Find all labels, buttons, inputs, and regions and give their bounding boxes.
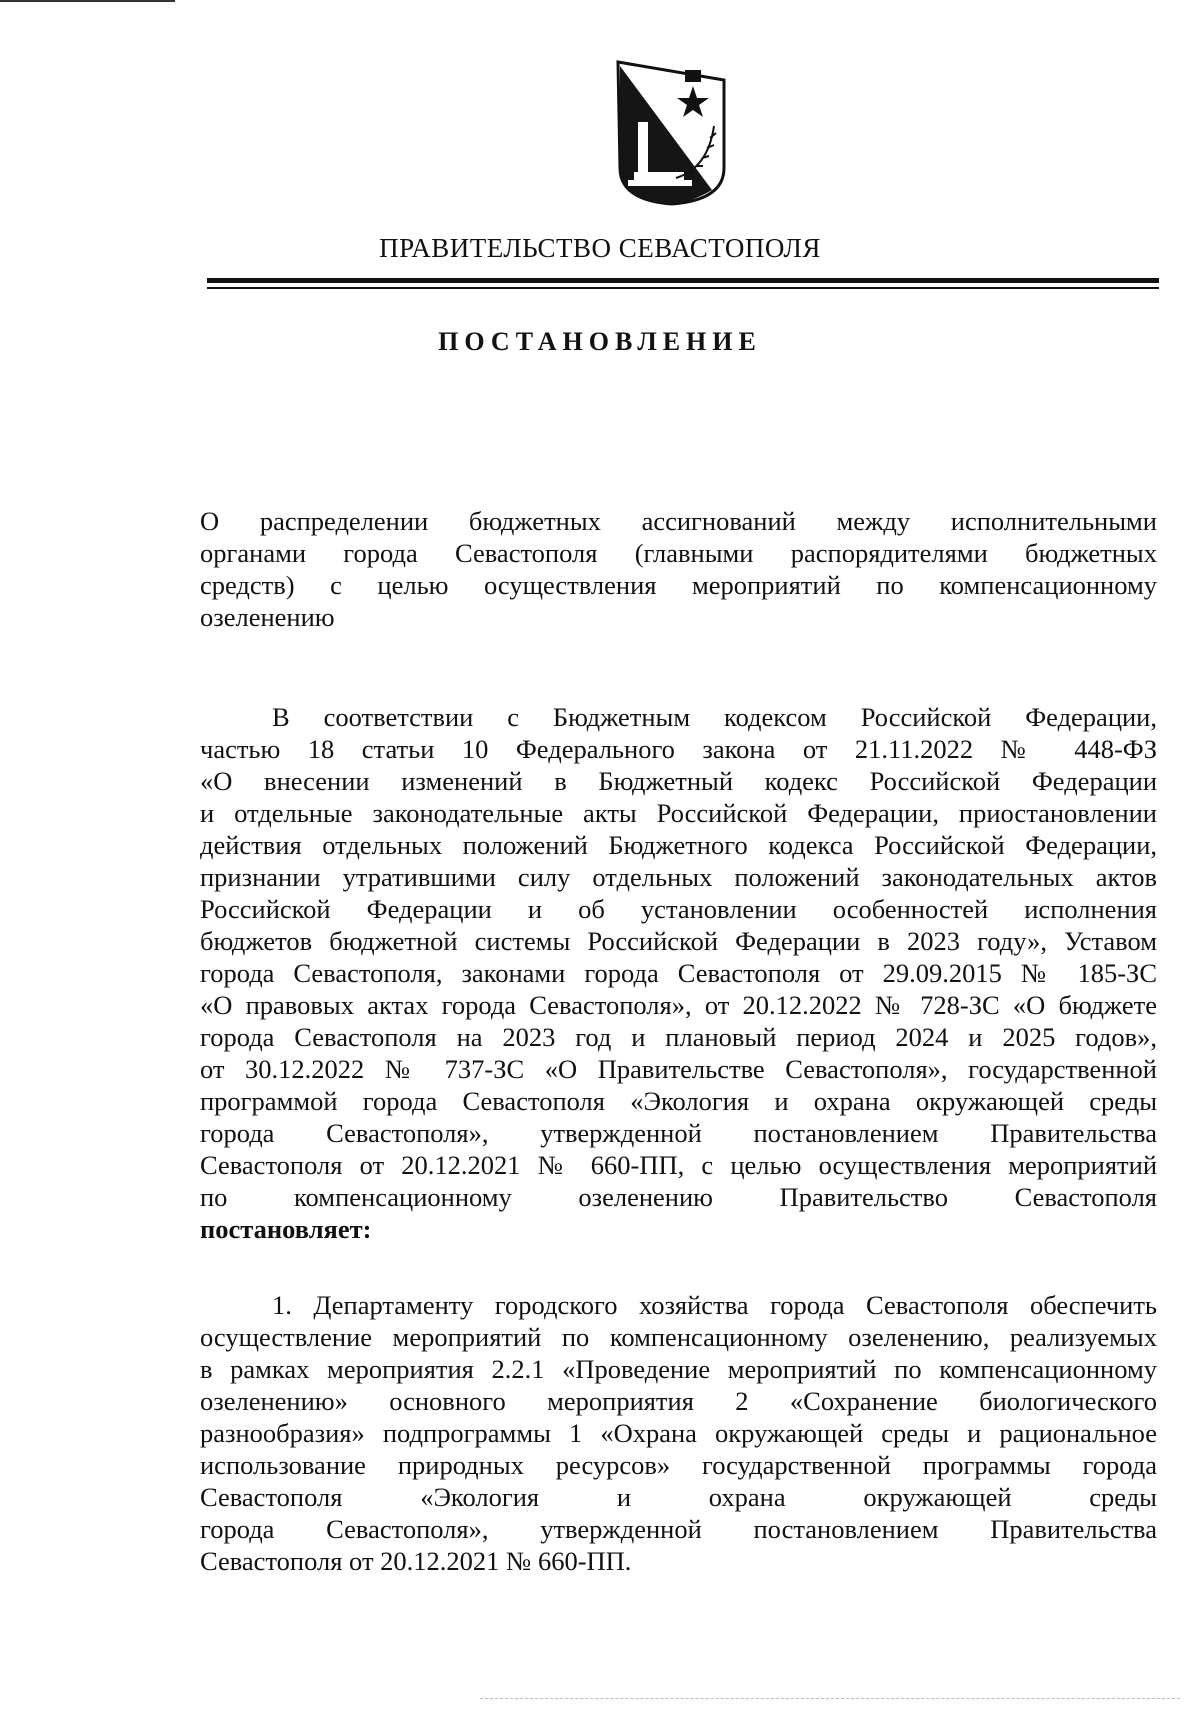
sevastopol-coat-of-arms-icon bbox=[612, 60, 732, 206]
preamble-line: действия отдельных положений Бюджетного кодекса Российской Федерации, bbox=[200, 830, 1157, 860]
preamble-line: по компенсационному озеленению Правительство Севастополя bbox=[200, 1182, 1157, 1212]
organization-name: ПРАВИТЕЛЬСТВО СЕВАСТОПОЛЯ bbox=[379, 233, 821, 263]
preamble-line: бюджетов бюджетной системы Российской Федерации в 2023 году», Уставом bbox=[200, 926, 1157, 956]
scan-edge-mark bbox=[480, 1698, 1180, 1700]
header-divider-thick bbox=[207, 278, 1159, 283]
preamble-line: «О внесении изменений в Бюджетный кодекс Российской Федерации bbox=[200, 766, 1157, 796]
preamble-line: города Севастополя на 2023 год и плановый период 2024 и 2025 годов», bbox=[200, 1022, 1157, 1052]
preamble-line: частью 18 статьи 10 Федерального закона от 21.11.2022 № 448-ФЗ bbox=[200, 734, 1157, 764]
item-1-line: Севастополя «Экология и охрана окружающей среды bbox=[200, 1482, 1157, 1512]
item-1-line: Севастополя от 20.12.2021 № 660-ПП. bbox=[200, 1546, 632, 1576]
item-1-line: города Севастополя», утвержденной постановлением Правительства bbox=[200, 1514, 1157, 1544]
item-1-line: в рамках мероприятия 2.2.1 «Проведение мероприятий по компенсационному bbox=[200, 1354, 1157, 1384]
preamble-line: Российской Федерации и об установлении особенностей исполнения bbox=[200, 894, 1157, 924]
preamble-line: Севастополя от 20.12.2021 № 660-ПП, с целью осуществления мероприятий bbox=[200, 1150, 1157, 1180]
item-1-line: использование природных ресурсов» государственной программы города bbox=[200, 1450, 1157, 1480]
preamble-line: города Севастополя, законами города Севастополя от 29.09.2015 № 185-ЗС bbox=[200, 958, 1157, 988]
preamble-line: В соответствии с Бюджетным кодексом Российской Федерации, bbox=[272, 702, 1157, 732]
preamble-line: города Севастополя», утвержденной постановлением Правительства bbox=[200, 1118, 1157, 1148]
resolves-word: постановляет: bbox=[200, 1214, 372, 1244]
item-1-line: 1. Департаменту городского хозяйства города Севастополя обеспечить bbox=[272, 1290, 1157, 1320]
title-line: озеленению bbox=[200, 602, 335, 632]
title-line: О распределении бюджетных ассигнований между исполнительными bbox=[200, 506, 1157, 536]
preamble-line: и отдельные законодательные акты Российской Федерации, приостановлении bbox=[200, 798, 1157, 828]
title-line: органами города Севастополя (главными распорядителями бюджетных bbox=[200, 538, 1157, 568]
preamble-line: от 30.12.2022 № 737-ЗС «О Правительстве Севастополя», государственной bbox=[200, 1054, 1157, 1084]
title-line: средств) с целью осуществления мероприятий по компенсационному bbox=[200, 570, 1157, 600]
header-divider-thin bbox=[207, 287, 1159, 289]
item-1-line: разнообразия» подпрограммы 1 «Охрана окружающей среды и рациональное bbox=[200, 1418, 1157, 1448]
document-type-heading: ПОСТАНОВЛЕНИЕ bbox=[438, 327, 762, 356]
preamble-line: признании утратившими силу отдельных положений законодательных актов bbox=[200, 862, 1157, 892]
item-1-line: осуществление мероприятий по компенсационному озеленению, реализуемых bbox=[200, 1322, 1157, 1352]
scan-edge-mark bbox=[0, 0, 175, 2]
item-1-line: озеленению» основного мероприятия 2 «Сохранение биологического bbox=[200, 1386, 1157, 1416]
preamble-line: программой города Севастополя «Экология и охрана окружающей среды bbox=[200, 1086, 1157, 1116]
preamble-line: «О правовых актах города Севастополя», от 20.12.2022 № 728-ЗС «О бюджете bbox=[200, 990, 1157, 1020]
